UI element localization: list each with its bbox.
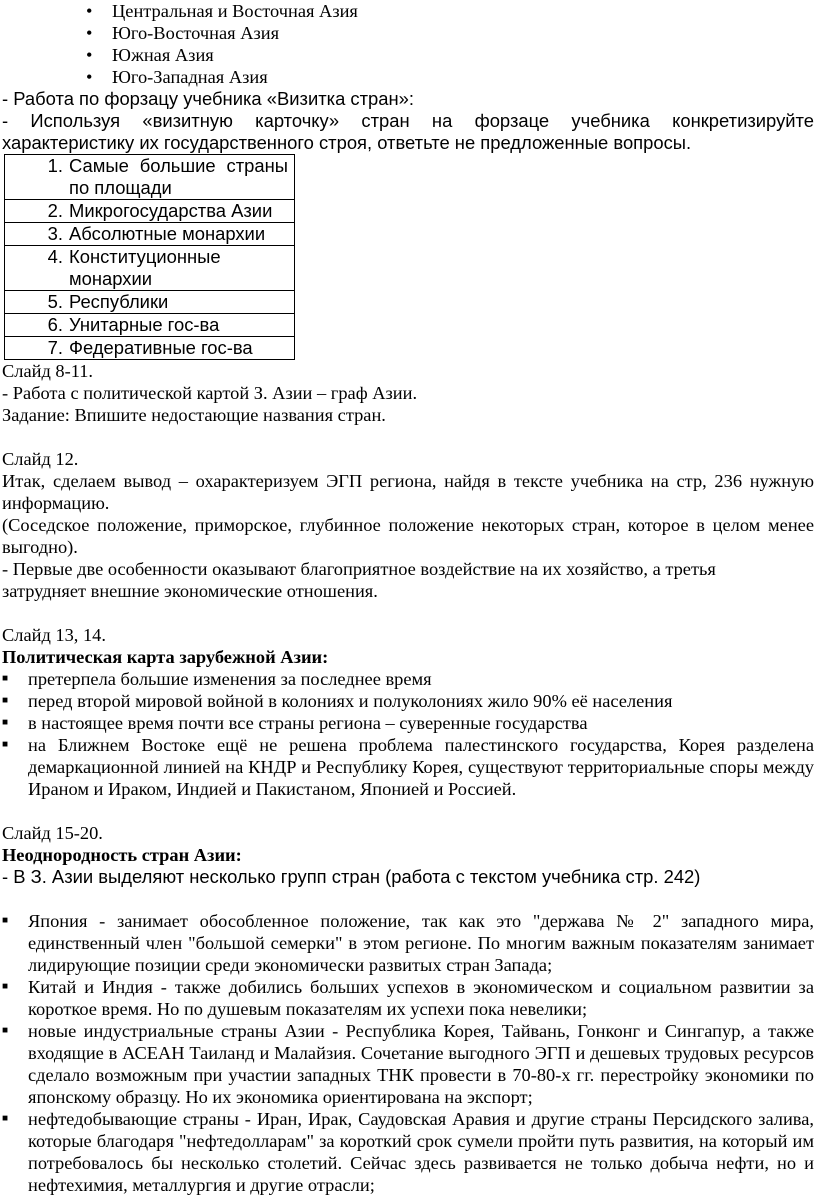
document-page — [2, 0, 814, 1196]
row-number: 2. — [47, 200, 63, 221]
row-text: Микрогосударства Азии — [69, 200, 273, 221]
list-item: ■ претерпела большие изменения за последнее время — [2, 668, 814, 690]
country-types-table — [4, 154, 295, 360]
groups-list — [2, 910, 814, 1196]
table-row — [5, 246, 295, 291]
list-item: ■ Япония - занимает обособленное положение, так как это "держава № 2" западного мира, единственный член "большой семерки" в этом регионе. По многим важным показателям занимает лидирующие позиции среди экономически развитых стран Запада; — [2, 910, 814, 976]
row-number: 7. — [47, 337, 63, 358]
political-list — [2, 668, 814, 800]
groups-intro-line: - В З. Азии выделяют несколько групп стран (работа с текстом учебника стр. 242) — [2, 866, 701, 887]
row-number: 3. — [47, 223, 63, 244]
row-text: Конституционные монархии — [69, 246, 221, 289]
list-item: ■ нефтедобывающие страны - Иран, Ирак, Саудовская Аравия и другие страны Персидского залива, которые благодаря "нефтедолларам" за короткий срок сумели пройти путь развития, на который им потребовалось бы несколько столетий. Сейчас здесь развивается не только добыча нефти, но и нефтехимия, металлургия и другие отрасли; — [2, 1108, 814, 1196]
list-item: • Юго-Западная Азия — [2, 66, 814, 88]
row-text: Федеративные гос-ва — [69, 337, 253, 358]
list-item: ■ Китай и Индия - также добились больших успехов в экономическом и социальном развитии за короткое время. Но по душевым показателям их успехи пока невелики; — [2, 976, 814, 1020]
conclusion-paragraph: Итак, сделаем вывод – охарактеризуем ЭГП региона, найдя в тексте учебника на стр, 236 нужную информацию. — [2, 471, 814, 513]
row-text: Самые большие страны по площади — [69, 155, 288, 198]
list-item: ■ в настоящее время почти все страны региона – суверенные государства — [2, 712, 814, 734]
list-item: • Центральная и Восточная Азия — [2, 0, 814, 22]
table-row — [5, 337, 295, 360]
slide-label: Слайд 15-20. — [2, 823, 103, 843]
map-work-line: - Работа с политической картой З. Азии – граф Азии. — [2, 383, 418, 403]
table-row — [5, 200, 295, 223]
row-number: 1. — [47, 155, 63, 176]
list-item: • Юго-Восточная Азия — [2, 22, 814, 44]
list-item: ■ новые индустриальные страны Азии - Республика Корея, Тайвань, Гонконг и Сингапур, а также входящие в АСЕАН Таиланд и Малайзия. Сочетание выгодного ЭГП и дешевых трудовых ресурсов сделало возможным при участии западных ТНК провести в 70-80-х гг. перестройку экономики по японскому образцу. Но их экономика ориентирована на экспорт; — [2, 1020, 814, 1108]
row-number: 6. — [47, 314, 63, 335]
table-row — [5, 314, 295, 337]
slide-label: Слайд 8-11. — [2, 361, 94, 381]
row-number: 5. — [47, 291, 63, 312]
slide-label: Слайд 12. — [2, 449, 79, 469]
features-line: затрудняет внешние экономические отношения. — [2, 581, 378, 601]
row-text: Абсолютные монархии — [69, 223, 266, 244]
task-line: Задание: Впишите недостающие названия стран. — [2, 405, 386, 425]
slide-label: Слайд 13, 14. — [2, 625, 106, 645]
work-forzac-line: - Работа по форзацу учебника «Визитка стран»: — [2, 88, 415, 109]
instruction-paragraph: - Используя «визитную карточку» стран на форзаце учебника конкретизируйте характеристику их государственного строя, ответьте не предложенные вопросы. — [2, 110, 814, 153]
position-paragraph: (Соседское положение, приморское, глубинное положение некоторых стран, которое в целом менее выгодно). — [2, 515, 814, 557]
table-row — [5, 223, 295, 246]
row-text: Республики — [69, 291, 169, 312]
section-heading: Неоднородность стран Азии: — [2, 845, 242, 865]
row-number: 4. — [47, 246, 63, 267]
regions-list — [2, 0, 814, 88]
table-row — [5, 291, 295, 314]
list-item: ■ на Ближнем Востоке ещё не решена проблема палестинского государства, Корея разделена демаркационной линией на КНДР и Республику Корея, существуют территориальные споры между Ираном и Ираком, Индией и Пакистаном, Японией и Россией. — [2, 734, 814, 800]
list-item: ■ перед второй мировой войной в колониях и полуколониях жило 90% её населения — [2, 690, 814, 712]
table-row — [5, 155, 295, 200]
section-heading: Политическая карта зарубежной Азии: — [2, 647, 329, 667]
features-line: - Первые две особенности оказывают благоприятное воздействие на их хозяйство, а третья — [2, 559, 716, 579]
row-text: Унитарные гос-ва — [69, 314, 220, 335]
list-item: • Южная Азия — [2, 44, 814, 66]
